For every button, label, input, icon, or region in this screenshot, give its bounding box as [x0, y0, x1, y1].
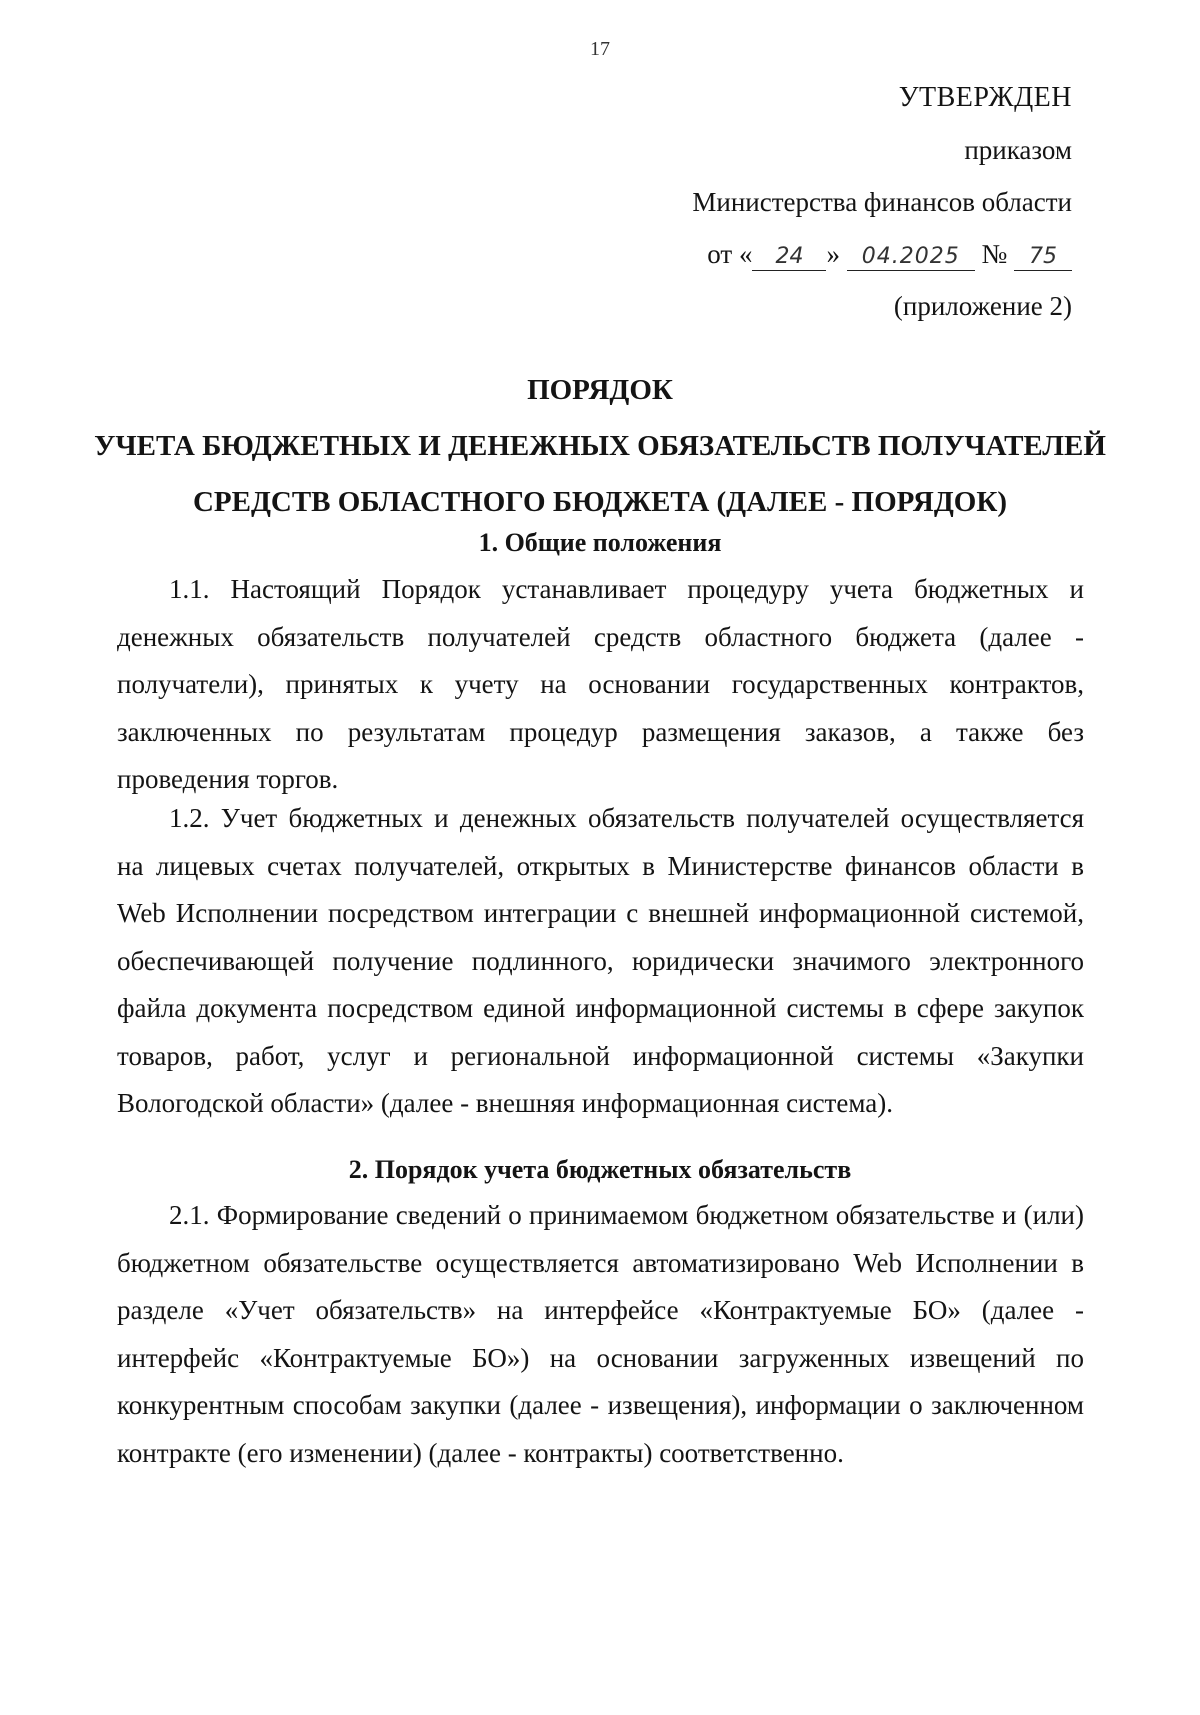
handwritten-month-year: 04.2025: [847, 244, 975, 271]
document-title: [0, 362, 1200, 530]
date-prefix: от «: [707, 239, 753, 269]
document-title-line3: СРЕДСТВ ОБЛАСТНОГО БЮДЖЕТА (ДАЛЕЕ - ПОРЯДОК): [192, 486, 1008, 518]
approval-block: [432, 72, 1072, 332]
document-title-line2: УЧЕТА БЮДЖЕТНЫХ И ДЕНЕЖНЫХ ОБЯЗАТЕЛЬСТВ ПОЛУЧАТЕЛЕЙ: [94, 430, 1106, 462]
number-label: №: [981, 239, 1008, 269]
approval-date-line: [432, 228, 1072, 280]
section-2-heading: 2. Порядок учета бюджетных обязательств: [348, 1155, 852, 1184]
approval-line-order: приказом: [964, 135, 1072, 165]
appendix-label: (приложение 2): [893, 291, 1072, 321]
date-close: »: [826, 239, 840, 269]
handwritten-number: 75: [1014, 244, 1072, 271]
document-title-line1: ПОРЯДОК: [527, 374, 673, 406]
paragraph-1-2: 1.2. Учет бюджетных и денежных обязательств получателей осуществляется на лицевых счетах получателей, открытых в Министерстве финансов области в Web Исполнении посредством интеграции с внешней информационной системой, обеспечивающей получение подлинного, юридически значимого электронного файла документа посредством единой информационной системы в сфере закупок товаров, работ, услуг и региональной информационной системы «Закупки Вологодской области» (далее - внешняя информационная система).: [117, 803, 1084, 1118]
section-1-heading: 1. Общие положения: [478, 528, 722, 557]
page-number: 17: [590, 38, 610, 60]
handwritten-day: 24: [752, 244, 826, 271]
approval-line-ministry: Министерства финансов области: [692, 187, 1072, 217]
approval-title: УТВЕРЖДЕН: [898, 82, 1072, 113]
paragraph-2-1: 2.1. Формирование сведений о принимаемом бюджетном обязательстве и (или) бюджетном обязательстве осуществляется автоматизировано Web Исполнении в разделе «Учет обязательств» на интерфейсе «Контрактуемые БО» (далее - интерфейс «Контрактуемые БО») на основании загруженных извещений по конкурентным способам закупки (далее - извещения), информации о заключенном контракте (его изменении) (далее - контракты) соответственно.: [117, 1200, 1084, 1468]
paragraph-1-1: 1.1. Настоящий Порядок устанавливает процедуру учета бюджетных и денежных обязательств получателей средств областного бюджета (далее - получатели), принятых к учету на основании государственных контрактов, заключенных по результатам процедур размещения заказов, а также без проведения торгов.: [117, 574, 1084, 794]
